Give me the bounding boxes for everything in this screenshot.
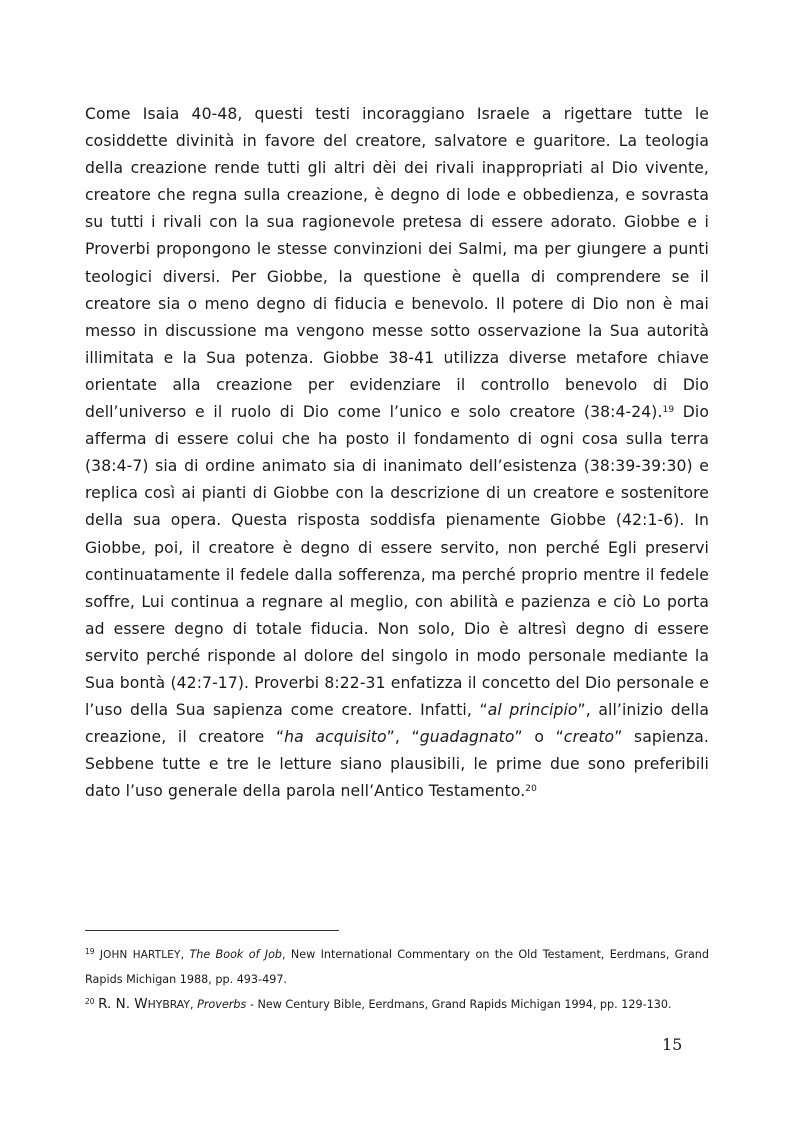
footnote-separator — [85, 930, 339, 931]
footnote-19 — [85, 943, 709, 991]
text-run: ” sapienza. Sebbene tutte e tre le letture siano plausibili, le prime due sono preferibili dato l’uso generale della parola nell’Antico Testamento. — [85, 728, 709, 801]
footnote-number: 19 — [85, 947, 95, 956]
footnote-author-surname: HYBRAY — [147, 998, 190, 1011]
footnote-author-initials: R. N. W — [98, 996, 148, 1012]
footnote-author: JOHN HARTLEY — [99, 949, 181, 961]
text-run: Dio afferma di essere colui che ha posto il fondamento di ogni cosa sulla terra (38:4-7) sia di ordine animato sia di inanimato dell’esistenza (38:39-39:30) e replica così ai pianti di Giobbe con la descrizione di un creatore e sostenitore della sua opera. Questa risposta soddisfa pienamente Giobbe (42:1-6). In Giobbe, poi, il creatore è degno di essere servito, non perché Egli preservi continuatamente il fedele dalla sofferenza, ma perché proprio mentre il fedele soffre, Lui continua a regnare al meglio, con abilità e pazienza e ciò Lo porta ad essere degno di totale fiducia. Non solo, Dio è altresì degno di essere servito perché risponde al dolore del singolo in modo personale mediante la Sua bontà (42:7-17). Proverbi 8:22-31 enfatizza il concetto del Dio personale e l’uso della Sua sapienza come creatore. Infatti, “ — [85, 403, 709, 720]
italic-quote: al principio — [487, 701, 578, 720]
body-paragraph — [85, 101, 709, 805]
text-run: ”, “ — [386, 728, 420, 747]
footnote-rest: - New Century Bible, Eerdmans, Grand Rapids Michigan 1994, pp. 129-130. — [246, 998, 672, 1011]
footnote-author — [98, 996, 190, 1012]
text-run: ” o “ — [514, 728, 564, 747]
page-number: 15 — [662, 1035, 683, 1054]
footnote-title: The Book of Job — [189, 948, 283, 961]
italic-quote: ha acquisito — [284, 728, 387, 747]
italic-quote: guadagnato — [419, 728, 515, 747]
text-run: Come Isaia 40-48, questi testi incoraggiano Israele a rigettare tutte le cosiddette divinità in favore del creatore, salvatore e guaritore. La teologia della creazione rende tutti gli altri dèi dei rivali inappropriati al Dio vivente, creatore che regna sulla creazione, è degno di lode e obbedienza, e sovrasta su tutti i rivali con la sua ragionevole pretesa di essere adorato. Giobbe e i Proverbi propongono le stesse convinzioni dei Salmi, ma per giungere a punti teologici diversi. Per Giobbe, la questione è quella di comprendere se il creatore sia o meno degno di fiducia e benevolo. Il potere di Dio non è mai messo in discussione ma vengono messe sotto osservazione la Sua autorità illimitata e la Sua potenza. Giobbe 38-41 utilizza diverse metafore chiave orientate alla creazione per evidenziare il controllo benevolo di Dio dell’universo e il ruolo di Dio come l’unico e solo creatore (38:4-24). — [85, 105, 709, 422]
footnotes-section — [85, 943, 709, 1019]
footnote-ref-19[interactable]: 19 — [662, 405, 675, 416]
footnote-ref-20[interactable]: 20 — [525, 784, 537, 795]
footnote-title: Proverbs — [197, 998, 247, 1011]
footnote-separator-text: , — [180, 948, 190, 961]
footnote-20 — [85, 993, 709, 1017]
footnote-number: 20 — [85, 997, 95, 1006]
footnote-rest: , New International Commentary on the Old Testament, Eerdmans, Grand Rapids Michigan 1988, pp. 493-497. — [85, 948, 709, 986]
footnote-separator-text: , — [189, 998, 198, 1011]
italic-quote: creato — [563, 728, 615, 747]
text-run: ”, all’inizio della creazione, il creatore “ — [85, 701, 709, 747]
